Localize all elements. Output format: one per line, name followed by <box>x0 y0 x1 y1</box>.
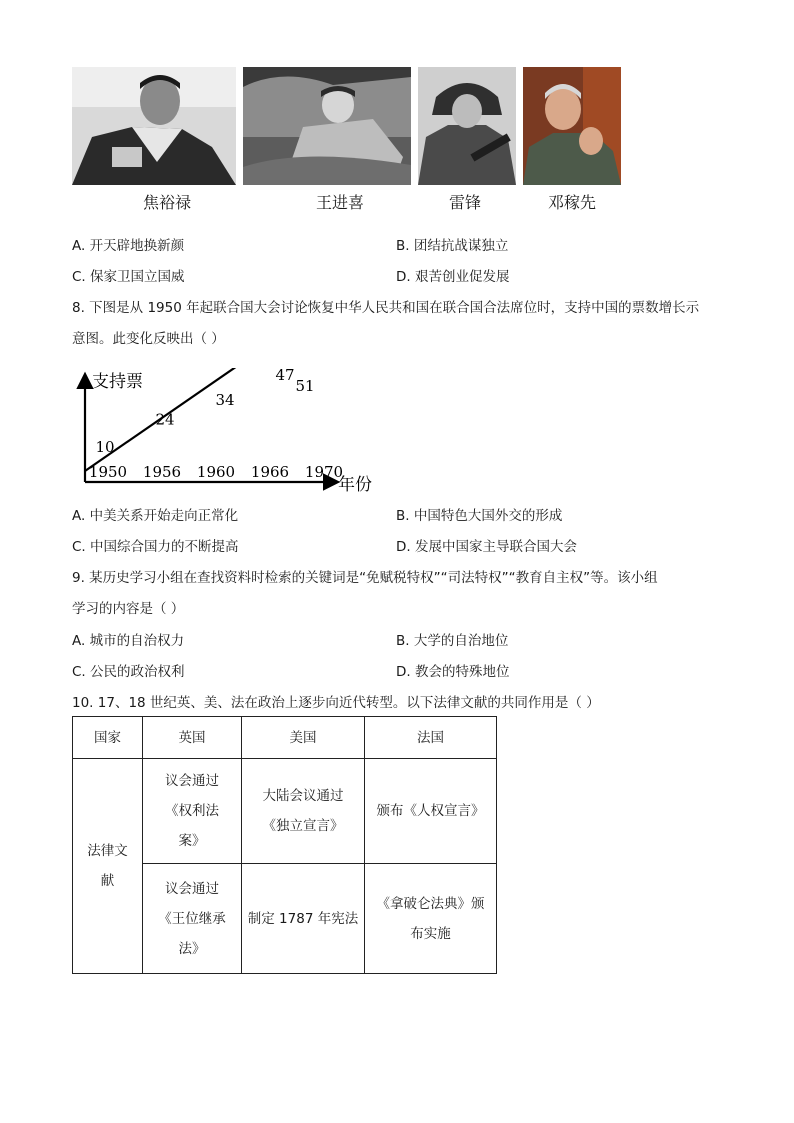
q9-option-c: C. 公民的政治权利 <box>72 664 185 680</box>
cell-line: 《拿破仑法典》颁 <box>376 895 485 912</box>
cell-line: 颁布《人权宣言》 <box>376 803 485 819</box>
data-label: 34 <box>215 391 235 410</box>
cell-england-bill-of-rights <box>143 759 242 864</box>
portrait-photo-wang-jinxi <box>243 67 411 185</box>
row-label-line1: 法律文 <box>87 843 128 859</box>
x-tick-label: 1966 <box>250 463 290 481</box>
caption-lei-feng: 雷锋 <box>448 193 481 212</box>
q8-stem-line1: 8. 下图是从 1950 年起联合国大会讨论恢复中华人民共和国在联合国合法席位时，支持中国的票数增长示 <box>72 300 700 316</box>
table-row <box>73 759 497 864</box>
q9-stem-line2: 学习的内容是（ ） <box>72 601 185 617</box>
data-label: 10 <box>95 438 115 456</box>
header-usa: 美国 <box>242 717 365 759</box>
q9-stem-line1: 9. 某历史学习小组在查找资料时检索的关键词是“免赋税特权”“司法特权”“教育自主权”等。该小组 <box>72 570 658 586</box>
data-label: 24 <box>155 410 175 429</box>
q10-stem: 10. 17、18 世纪英、美、法在政治上逐步向近代转型。以下法律文献的共同作用是（ ） <box>72 695 600 711</box>
header-france: 法国 <box>365 717 497 759</box>
data-label: 51 <box>295 377 315 395</box>
row-label-line2: 献 <box>100 873 115 889</box>
q9-option-b: B. 大学的自治地位 <box>396 633 509 649</box>
caption-deng-jiaxian: 邓稼先 <box>547 193 596 212</box>
q9-option-a: A. 城市的自治权力 <box>72 633 185 649</box>
q8-option-d: D. 发展中国家主导联合国大会 <box>396 539 577 555</box>
x-axis-label: 年份 <box>338 475 372 495</box>
cell-line: 《王位继承 <box>158 910 226 927</box>
cell-line: 议会通过 <box>165 880 219 897</box>
cell-usa-declaration <box>242 759 365 864</box>
data-label: 47 <box>275 368 295 384</box>
y-axis-label: 支持票 <box>92 372 143 392</box>
cell-line: 案》 <box>178 833 206 849</box>
x-tick-label: 1956 <box>142 463 182 481</box>
x-tick-label: 1960 <box>196 463 236 481</box>
portrait-photo-jiao-yulu <box>72 67 236 185</box>
cell-england-act-of-settlement <box>143 864 242 974</box>
x-tick-label: 1950 <box>88 463 128 481</box>
caption-wang-jinxi: 王进喜 <box>315 193 364 212</box>
table-header-row <box>73 717 497 759</box>
cell-line: 布实施 <box>410 925 451 942</box>
q7-option-a: A. 开天辟地换新颜 <box>72 238 185 254</box>
q7-option-d: D. 艰苦创业促发展 <box>396 269 510 285</box>
q7-option-c: C. 保家卫国立国威 <box>72 269 185 285</box>
cell-line: 《权利法 <box>165 803 219 819</box>
q8-option-a: A. 中美关系开始走向正常化 <box>72 508 239 524</box>
q8-option-c: C. 中国综合国力的不断提高 <box>72 539 239 555</box>
q7-option-b: B. 团结抗战谋独立 <box>396 238 509 254</box>
cell-line: 制定 1787 年宪法 <box>247 910 359 927</box>
row-label-legal-documents <box>73 759 143 974</box>
q9-option-d: D. 教会的特殊地位 <box>396 664 510 680</box>
cell-usa-constitution <box>242 864 365 974</box>
cell-france-napoleonic-code <box>365 864 497 974</box>
cell-line: 《独立宣言》 <box>262 818 344 834</box>
cell-line: 法》 <box>178 940 206 957</box>
cell-line: 议会通过 <box>165 773 219 789</box>
q8-option-b: B. 中国特色大国外交的形成 <box>396 508 563 524</box>
votes-chart <box>72 368 382 498</box>
legal-documents-table <box>72 716 497 974</box>
x-tick-label: 1970 <box>304 463 344 481</box>
cell-france-declaration <box>365 759 497 864</box>
header-country: 国家 <box>73 717 143 759</box>
cell-line: 大陆会议通过 <box>262 788 344 804</box>
caption-jiao-yulu: 焦裕禄 <box>142 193 191 212</box>
header-england: 英国 <box>143 717 242 759</box>
q8-stem-line2: 意图。此变化反映出（ ） <box>72 331 225 347</box>
portrait-photo-deng-jiaxian <box>523 67 621 185</box>
portrait-photo-lei-feng <box>418 67 516 185</box>
